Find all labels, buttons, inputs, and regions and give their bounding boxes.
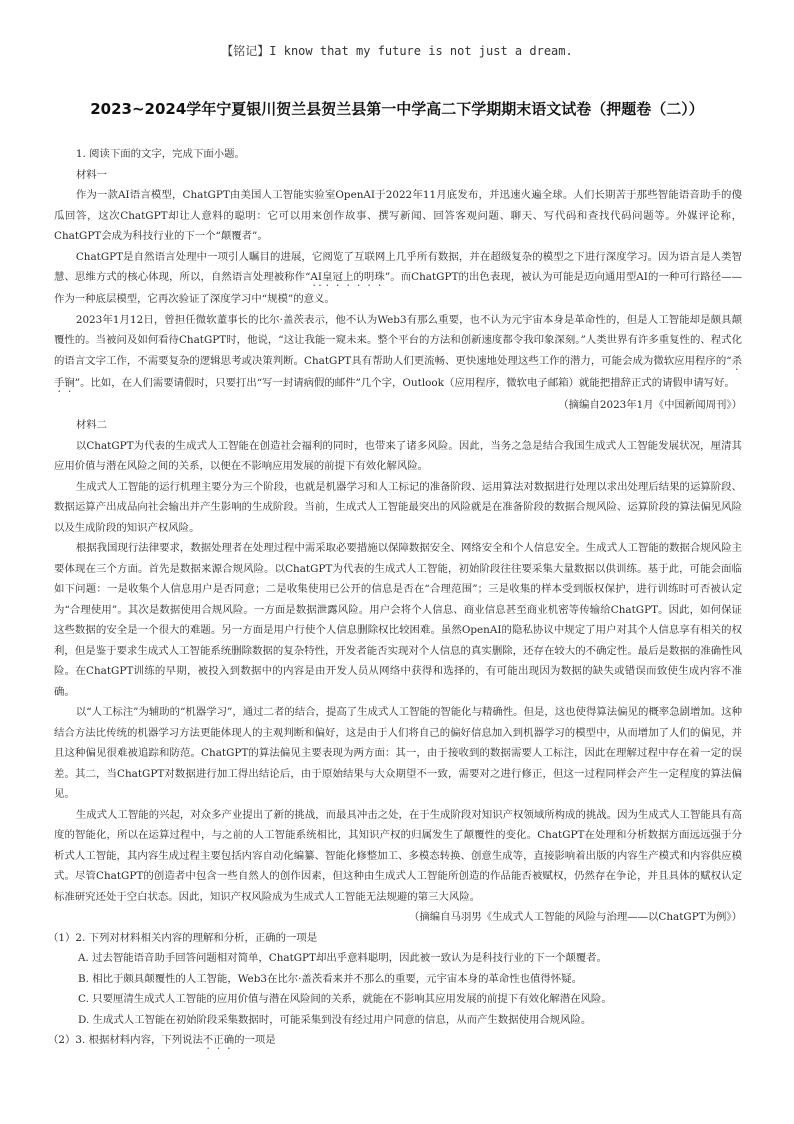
source-citation: （摘编自马羽男《生成式人工智能的风险与治理——以ChatGPT为例》）: [409, 911, 742, 923]
emphasized-phrase: 不正确: [202, 1034, 235, 1046]
sub-question-1: [48, 928, 742, 949]
paragraph-text: 2023年1月12日，曾担任微软董事长的比尔·盖茨表示，他不认为Web3有那么重要，也不认为元宇宙本身是革命性的，但是人工智能却是颇具颠覆性的。当被问及如何看待ChatGPT时，他说，“这让我能一窥未来。整个平台的方法和创新速度都令我印象深刻。”人类世界有许多重复性的、程式化的语言文字工作，不需要复杂的逻辑思考或决策判断。ChatGPT具有帮助人们更流畅、更快速地处理这些工作的潜力，可能会成为微软应用程序的“: [54, 313, 742, 367]
sub-question-text: 3. 根据材料内容，下列说法: [75, 1034, 203, 1046]
paragraph: [54, 310, 742, 395]
sub-question-text: 的一项是: [234, 1034, 276, 1046]
question-prompt: 1. 阅读下面的文字，完成下面小题。: [75, 148, 245, 160]
paragraph-text: ”。而ChatGPT的出色表现，被认为可能是迈向通用型AI的一种可行路径——作为一种底层模型，它再次验证了深度学习中“规模”的意义。: [54, 271, 742, 305]
paragraph: 作为一款AI语言模型，ChatGPT由美国人工智能实验室OpenAI于2022年11月底发布，并迅速火遍全球。人们长期苦于那些智能语音助手的傻瓜回答，这次ChatGPT却让人意料的聪明：它可以用来创作故事、撰写新闻、回答客观问题、聊天、写代码和查找代码问题等。外媒评论称，ChatGPT会成为科技行业的下一个“颠覆者”。: [54, 189, 742, 242]
answer-option-b[interactable]: B. 相比于颇具颠覆性的人工智能，Web3在比尔·盖茨看来并不那么的重要，元宇宙本身的革命性也值得怀疑。: [78, 972, 582, 985]
answer-option-c[interactable]: C. 只要厘清生成式人工智能的应用价值与潜在风险间的关系，就能在不影响其应用发展的前提下有效化解潜在风险。: [78, 993, 612, 1005]
emphasized-phrase: 杀手锏: [54, 354, 742, 389]
paragraph: 生成式人工智能的兴起，对众多产业提出了新的挑战，而最具冲击之处，在于生成阶段对知识产权领域所构成的挑战。因为生成式人工智能具有高度的智能化，所以在运算过程中，与之前的人工智能系统相比，其知识产权的归属发生了颠覆性的变化。ChatGPT在处理和分析数据方面远远强于分析式人工智能，其内容生成过程主要包括内容自动化编纂、智能化修整加工、多模态转换、创意生成等，直接影响着出版的内容生产模式和内容供应模式。尽管ChatGPT的创造者中包含一些自然人的创作因素，但这种由生成式人工智能所创造的作品能否被赋权，仍然存在争论，并且具体的赋权认定标准研究还处于空白状态。因此，知识产权风险成为生成式人工智能无法规避的第三大风险。: [54, 808, 742, 903]
paragraph: 以ChatGPT为代表的生成式人工智能在创造社会福利的同时，也带来了诸多风险。因此，当务之急是结合我国生成式人工智能发展状况，厘清其应用价值与潜在风险之间的关系，以便在不影响应用发展的前提下有效化解风险。: [54, 439, 742, 472]
sub-question-2: [48, 1030, 742, 1052]
sub-question-number: （2）: [48, 1034, 76, 1046]
paragraph: 生成式人工智能的运行机理主要分为三个阶段，也就是机器学习和人工标记的准备阶段、运用算法对数据进行处理以求出处理后结果的运算阶段、数据运算产出成品向社会输出并产生影响的生成阶段。当前，生成式人工智能最突出的风险就是在准备阶段的数据合规风险、运算阶段的算法偏见风险以及生成阶段的知识产权风险。: [54, 480, 742, 534]
page-title: 2023~2024学年宁夏银川贺兰县贺兰县第一中学高二下学期期末语文试卷（押题卷（二））: [90, 100, 704, 118]
paragraph: 根据我国现行法律要求，数据处理者在处理过程中需采取必要措施以保障数据安全、网络安全和个人信息安全。生成式人工智能的数据合规风险主要体现在三个方面。首先是数据来源合规风险。以ChatGPT为代表的生成式人工智能，初始阶段往往要采集大量数据以供训练。基于此，可能会面临如下问题：一是收集个人信息用户是否同意；二是收集使用已公开的信息是否在“合理范围”；三是收集的样本受到版权保护，进行训练时可否被认定为“合理使用”。其次是数据使用合规风险。一方面是数据泄露风险。用户会将个人信息、商业信息甚至商业机密等传输给ChatGPT。因此，如何保证这些数据的安全是一个很大的难题。另一方面是用户行使个人信息删除权比较困难。虽然OpenAI的隐私协议中规定了用户对其个人信息享有相关的权利，但是鉴于要求生成式人工智能系统删除数据的复杂特性，开发者能否实现对个人信息的真实删除，还存在较大的不确定性。最后是数据的准确性风险。在ChatGPT训练的早期，被投入到数据中的内容是由开发人员从网络中获得和选择的，有可能出现因为数据的缺失或错误而致使生成内容不准确。: [54, 542, 742, 698]
answer-option-d[interactable]: D. 生成式人工智能在初始阶段采集数据时，可能采集到没有经过用户同意的信息，从而产生数据使用合规风险。: [78, 1013, 592, 1026]
answer-option-a[interactable]: A. 过去智能语音助手回答问题相对简单，ChatGPT却出乎意料聪明，因此被一致认为是科技行业的下一个颠覆者。: [78, 952, 607, 964]
paragraph: 以“人工标注”为辅助的“机器学习”，通过二者的结合，提高了生成式人工智能的智能化与精确性。但是，这也使得算法偏见的概率急剧增加。这种结合方法比传统的机器学习方法更能体现人的主观判断和偏好，这是由于人们将自己的偏好信息加入到机器学习的模型中，从而增加了人们的偏见，并且这种偏见很难被追踪和防范。ChatGPT的算法偏见主要表现为两方面：其一，由于接收到的数据需要人工标注，因此在理解过程中存在着一定的误差。其二，当ChatGPT对数据进行加工得出结论后，由于原始结果与大众期望不一致，需要对之进行修正，但这一过程同样会产生一定程度的算法偏见。: [54, 706, 742, 800]
header-motto: 【铭记】I know that my future is not just a dream.: [221, 44, 573, 58]
material-label: 材料一: [75, 168, 107, 181]
paragraph-text: ”。比如，在人们需要请假时，只要打出“写一封请病假的邮件”几个字，Outlook（应用程序，微软电子邮箱）就能把措辞正式的请假申请写好。: [74, 376, 735, 389]
paragraph-text: ChatGPT是自然语言处理中一项引人瞩目的进展，它阅览了互联网上几乎所有数据，并在超级复杂的模型之下进行深度学习。因为语言是人类智慧、思维方式的核心体现，所以，自然语言处理被称作“: [54, 250, 742, 283]
question-body: [48, 144, 742, 1052]
sub-question-text: 2. 下列对材料相关内容的理解和分析，正确的一项是: [75, 931, 318, 944]
material-label: 材料二: [75, 419, 107, 431]
source-citation: （摘编自2023年1月《中国新闻周刊》）: [558, 398, 742, 411]
paragraph: [54, 247, 742, 310]
sub-question-number: （1）: [48, 931, 76, 944]
emphasized-phrase: AI皇冠上的明珠: [310, 271, 385, 283]
